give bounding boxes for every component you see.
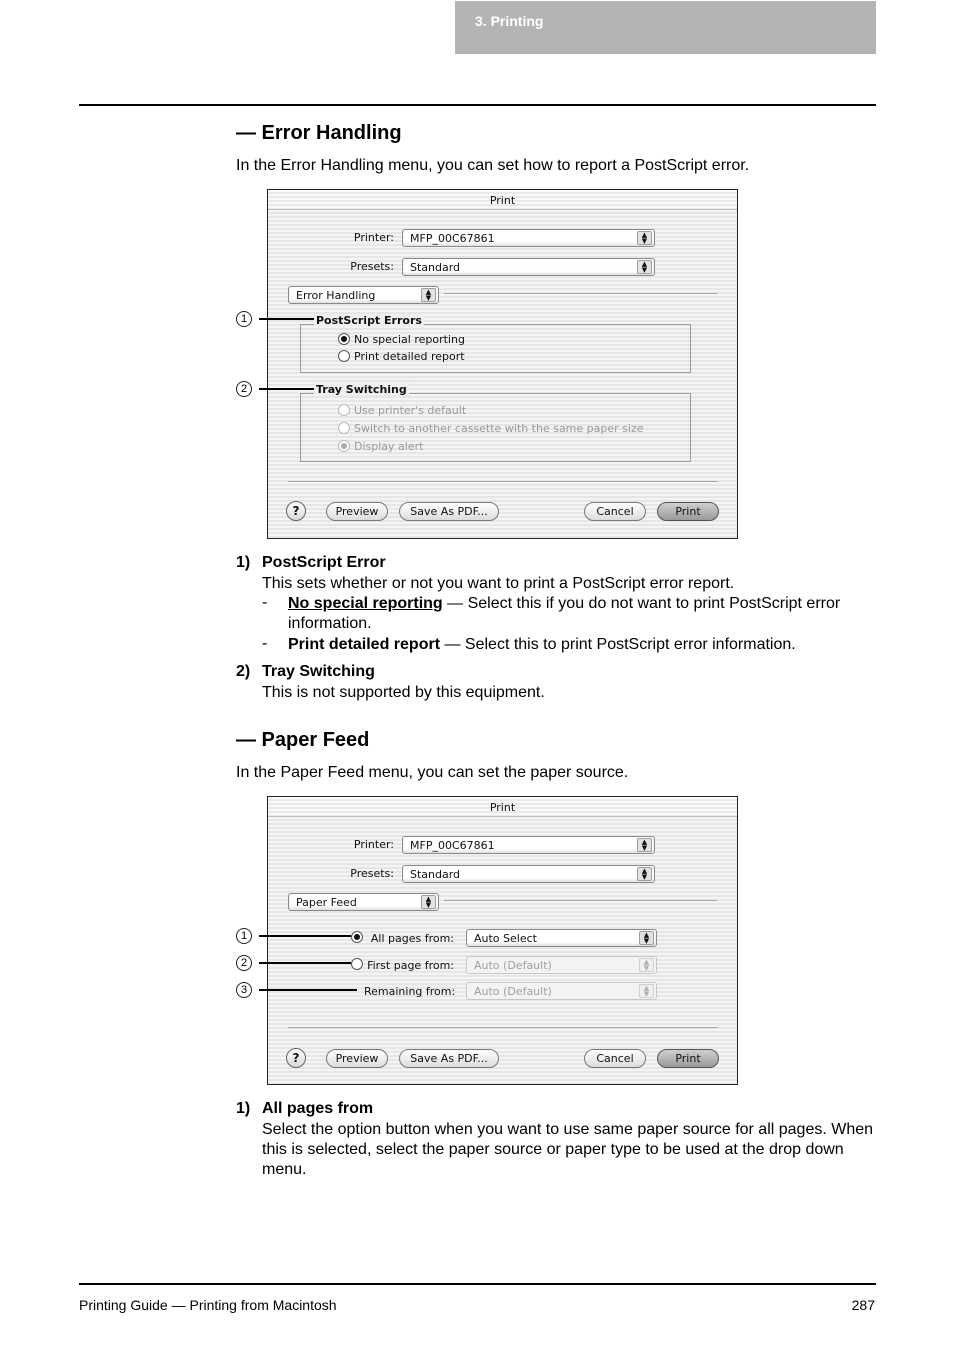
separator	[288, 481, 718, 482]
remaining-popup[interactable]	[466, 982, 657, 1000]
switch-cassette-radio[interactable]	[338, 422, 350, 434]
callout-2: 2	[236, 381, 252, 397]
item-title: Tray Switching	[262, 663, 375, 680]
page-number: 287	[851, 1297, 875, 1313]
dialog-title: Print	[489, 194, 516, 207]
printer-value: MFP_00C67861	[410, 232, 495, 245]
display-alert-radio[interactable]	[338, 440, 350, 452]
error-handling-intro: In the Error Handling menu, you can set how to report a PostScript error.	[236, 157, 750, 174]
print-button[interactable]: Print	[657, 1049, 719, 1068]
top-rule	[79, 104, 876, 106]
help-button[interactable]: ?	[286, 501, 306, 521]
item-body: This is not supported by this equipment.	[262, 684, 545, 701]
first-page-popup[interactable]	[466, 956, 657, 974]
panel-menu-value: Paper Feed	[296, 896, 357, 909]
callout-line	[259, 962, 351, 964]
save-as-pdf-button[interactable]: Save As PDF...	[399, 1049, 499, 1068]
bullet-text: — Select this to print PostScript error information.	[440, 636, 796, 653]
tray-switching-title: Tray Switching	[316, 383, 407, 396]
remaining-label: Remaining from:	[364, 985, 456, 998]
cancel-button[interactable]: Cancel	[584, 502, 646, 521]
print-button[interactable]: Print	[657, 502, 719, 521]
remaining-value: Auto (Default)	[474, 985, 552, 998]
panel-menu-popup[interactable]	[288, 893, 439, 911]
presets-popup[interactable]	[402, 865, 655, 883]
dialog-titlebar	[268, 797, 737, 817]
presets-value: Standard	[410, 868, 461, 881]
no-special-reporting-label: No special reporting	[354, 333, 465, 346]
cancel-button[interactable]: Cancel	[584, 1049, 646, 1068]
panel-menu-value: Error Handling	[296, 289, 376, 302]
item-body: Select the option button when you want to use same paper source for all pages. When this is selected, select the paper source or paper type to be used at the drop down menu.	[262, 1121, 874, 1178]
bullet-dash: -	[262, 635, 268, 652]
item-number: 1)	[236, 1100, 251, 1117]
item-number: 2)	[236, 663, 251, 680]
separator	[444, 900, 717, 901]
all-pages-popup[interactable]	[466, 929, 657, 947]
chapter-tab	[455, 1, 876, 54]
callout-1: 1	[236, 928, 252, 944]
printer-value: MFP_00C67861	[410, 839, 495, 852]
popup-arrows-icon: ▲ ▼	[639, 931, 654, 945]
callout-line	[259, 935, 351, 937]
printer-label: Printer:	[353, 838, 394, 851]
item-title: PostScript Error	[262, 554, 386, 571]
bullet-print-detailed-report	[288, 635, 878, 655]
dialog-title: Print	[489, 801, 516, 814]
paper-feed-heading: — Paper Feed	[236, 729, 370, 751]
error-handling-heading: — Error Handling	[236, 122, 402, 144]
paper-feed-intro: In the Paper Feed menu, you can set the paper source.	[236, 764, 629, 781]
presets-popup[interactable]	[402, 258, 655, 276]
first-page-value: Auto (Default)	[474, 959, 552, 972]
callout-3: 3	[236, 982, 252, 998]
panel-menu-popup[interactable]	[288, 286, 439, 304]
separator	[444, 293, 717, 294]
first-page-radio[interactable]	[351, 958, 363, 970]
all-pages-label: All pages from:	[370, 932, 454, 945]
use-printers-default-label: Use printer's default	[354, 404, 467, 417]
presets-value: Standard	[410, 261, 461, 274]
first-page-label: First page from:	[367, 959, 454, 972]
help-button[interactable]: ?	[286, 1048, 306, 1068]
save-as-pdf-button[interactable]: Save As PDF...	[399, 502, 499, 521]
item-title: All pages from	[262, 1100, 374, 1117]
separator	[288, 1027, 718, 1028]
print-detailed-report-label: Print detailed report	[354, 350, 465, 363]
no-special-reporting-radio[interactable]	[338, 333, 350, 345]
popup-arrows-icon: ▲ ▼	[639, 984, 654, 998]
presets-label: Presets:	[350, 260, 394, 273]
dialog-titlebar	[268, 190, 737, 210]
popup-arrows-icon: ▲ ▼	[637, 260, 652, 274]
callout-1: 1	[236, 311, 252, 327]
bullet-no-special-reporting	[288, 594, 878, 634]
switch-cassette-label: Switch to another cassette with the same paper size	[354, 422, 644, 435]
callout-line	[259, 388, 314, 390]
callout-line	[259, 989, 357, 991]
preview-button[interactable]: Preview	[326, 1049, 388, 1068]
bullet-term: No special reporting	[288, 595, 443, 612]
popup-arrows-icon: ▲ ▼	[639, 958, 654, 972]
bullet-term: Print detailed report	[288, 636, 441, 653]
display-alert-label: Display alert	[354, 440, 424, 453]
popup-arrows-icon: ▲ ▼	[421, 895, 436, 909]
footer-title: Printing Guide — Printing from Macintosh	[79, 1297, 337, 1313]
callout-2: 2	[236, 955, 252, 971]
item-number: 1)	[236, 554, 251, 571]
use-printers-default-radio[interactable]	[338, 404, 350, 416]
print-dialog-paper-feed	[267, 796, 738, 1085]
all-pages-radio[interactable]	[351, 931, 363, 943]
bottom-rule	[79, 1283, 876, 1285]
bullet-dash: -	[262, 594, 268, 611]
postscript-errors-group	[300, 324, 691, 373]
popup-arrows-icon: ▲ ▼	[637, 838, 652, 852]
printer-popup[interactable]	[402, 836, 655, 854]
print-detailed-report-radio[interactable]	[338, 350, 350, 362]
preview-button[interactable]: Preview	[326, 502, 388, 521]
print-dialog-error-handling	[267, 189, 738, 539]
printer-popup[interactable]	[402, 229, 655, 247]
bullet-text: — Select this if you do not want to print PostScript error information.	[288, 595, 841, 632]
printer-label: Printer:	[353, 231, 394, 244]
chapter-label: 3. Printing	[475, 13, 544, 29]
postscript-errors-title: PostScript Errors	[316, 314, 422, 327]
popup-arrows-icon: ▲ ▼	[637, 867, 652, 881]
presets-label: Presets:	[350, 867, 394, 880]
item-body: This sets whether or not you want to print a PostScript error report.	[262, 575, 735, 592]
callout-line	[259, 318, 314, 320]
popup-arrows-icon: ▲ ▼	[637, 231, 652, 245]
popup-arrows-icon: ▲ ▼	[421, 288, 436, 302]
all-pages-value: Auto Select	[474, 932, 537, 945]
